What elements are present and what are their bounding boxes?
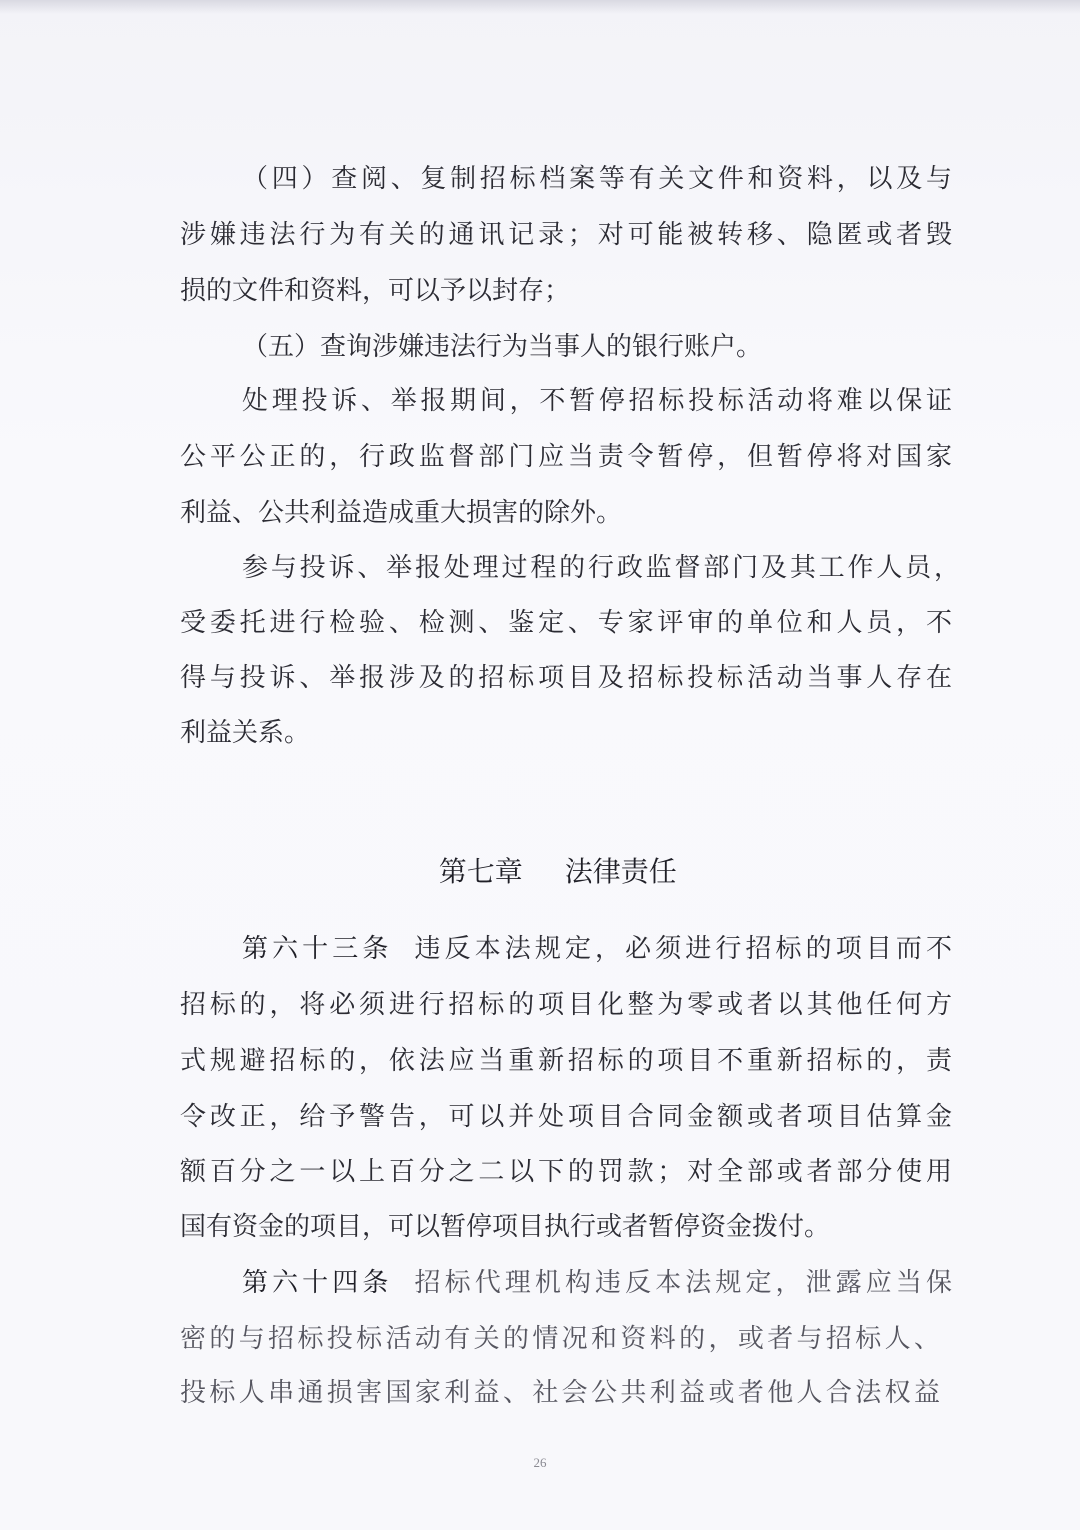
article-number: 第六十四条 bbox=[242, 1268, 393, 1298]
page-number: 26 bbox=[533, 1455, 547, 1470]
article-text: 招标代理机构违反本法规定，泄露应当保 bbox=[410, 1268, 952, 1298]
scan-edge-shadow bbox=[0, 0, 1080, 14]
article-text: 违反本法规定，必须进行招标的项目而不 bbox=[410, 934, 952, 964]
chapter-title: 法律责任 bbox=[564, 855, 677, 888]
chapter-number: 第七章 bbox=[438, 855, 523, 888]
document-page: （四）查阅、复制招标档案等有关文件和资料，以及与 涉嫌违法行为有关的通讯记录；对可能被转移、隐匿或者毁 损的文件和资料，可以予以封存； （五）查询涉嫌违法行为当事人的银行账户。 处理投诉、举报期间，不暂停招标投标活动将难以保证 公平公正的，行政监督部门应当责令暂停，但暂停将对国家 利益、公共利益造成重大损害的除外。 参与投诉、举报处理过程的行政监督部门及其工作人员， 受委托进行检验、检测、鉴定、专家评审的单位和人员，不 得与投诉、举报涉及的招标项目及招标投标活动当事人存在 利益关系。 第七章 法律责任 第六十三条 违反本法规定，必须进行招标的项目而不 招标的，将必须进行招标的项目化整为零或者以其他任何方 式规避招标的，依法应当重新招标的项目不重新招标的，责 令改正，给予警告，可以并处项目合同金额或者项目估算金 额百分之一以上百分之二以下的罚款；对全部或者部分使用 国有资金的项目，可以暂停项目执行或者暂停资金拨付。 第六十四条 招标代理机构违反本法规定，泄露应当保 密的与招标投标活动有关的情况和资料的，或者与招标人、 投标人串通损害国家利益、社会公共利益或者他人合法权益 26 bbox=[0, 0, 1080, 1530]
article-number: 第六十三条 bbox=[242, 934, 393, 964]
chapter-heading bbox=[0, 817, 1080, 923]
